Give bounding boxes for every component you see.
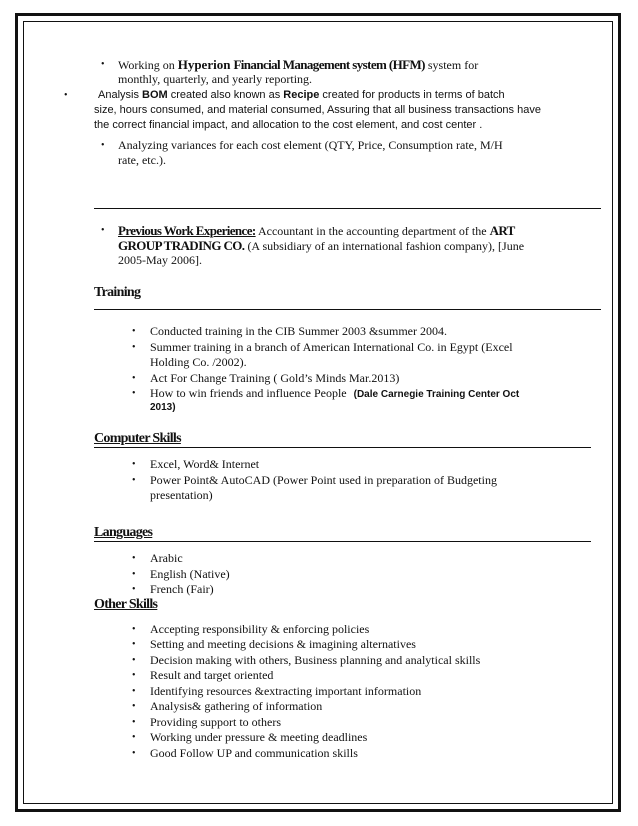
bullet: • (101, 59, 105, 70)
training-item-cont: 2013) (150, 402, 176, 413)
bullet: • (132, 701, 136, 712)
previous-experience: Previous Work Experience: Accountant in the accounting department of the ART (118, 223, 515, 238)
language-item: English (Native) (150, 567, 230, 581)
bullet: • (101, 225, 105, 236)
section-divider (94, 447, 591, 448)
bullet: • (132, 553, 136, 564)
bullet: • (132, 732, 136, 743)
bullet: • (132, 326, 136, 337)
hfm-item-cont: monthly, quarterly, and yearly reporting. (118, 72, 313, 86)
bullet: • (132, 342, 136, 353)
computer-skill-item-cont: presentation) (150, 488, 213, 502)
other-skill-item: Decision making with others, Business planning and analytical skills (150, 653, 481, 667)
other-skill-item: Working under pressure & meeting deadlines (150, 730, 368, 744)
bullet: • (132, 670, 136, 681)
training-item: How to win friends and influence People (Dale Carnegie Training Center Oct (150, 386, 520, 400)
bullet: • (132, 639, 136, 650)
computer-skill-item: Excel, Word& Internet (150, 457, 260, 471)
languages-heading: Languages (94, 525, 153, 540)
language-item: Arabic (150, 551, 183, 565)
training-item: Conducted training in the CIB Summer 2003 &summer 2004. (150, 324, 447, 338)
bullet: • (132, 748, 136, 759)
section-divider (94, 309, 601, 310)
previous-experience-cont: GROUP TRADING CO. (A subsidiary of an international fashion company), [June (118, 238, 525, 253)
bullet: • (132, 655, 136, 666)
computer-skill-item: Power Point& AutoCAD (Power Point used in preparation of Budgeting (150, 473, 497, 487)
other-skill-item: Result and target oriented (150, 668, 274, 682)
bullet: • (64, 90, 68, 101)
training-heading: Training (94, 285, 141, 300)
bom-item-cont: the correct financial impact, and allocation to the cost element, and cost center . (94, 119, 483, 131)
other-skill-item: Accepting responsibility & enforcing policies (150, 622, 370, 636)
bullet: • (132, 475, 136, 486)
training-item-cont: Holding Co. /2002). (150, 355, 247, 369)
section-divider (94, 208, 601, 209)
other-skill-item: Providing support to others (150, 715, 281, 729)
other-skill-item: Setting and meeting decisions & imagining alternatives (150, 637, 416, 651)
bullet: • (132, 373, 136, 384)
previous-experience-cont: 2005-May 2006]. (118, 253, 202, 267)
computer-skills-heading: Computer Skills (94, 431, 181, 446)
other-skill-item: Identifying resources &extracting important information (150, 684, 422, 698)
bom-item-cont: size, hours consumed, and material consumed, Assuring that all business transactions have (94, 104, 541, 116)
other-skills-heading: Other Skills (94, 597, 158, 612)
bullet: • (132, 686, 136, 697)
bom-item: Analysis BOM created also known as Recipe created for products in terms of batch (98, 89, 505, 101)
bullet: • (132, 388, 136, 399)
variance-item-cont: rate, etc.). (118, 153, 166, 167)
other-skill-item: Analysis& gathering of information (150, 699, 323, 713)
bullet: • (132, 624, 136, 635)
language-item: French (Fair) (150, 582, 214, 596)
training-item: Act For Change Training ( Gold’s Minds Mar.2013) (150, 371, 400, 385)
training-item: Summer training in a branch of American International Co. in Egypt (Excel (150, 340, 513, 354)
bullet: • (101, 140, 105, 151)
bullet: • (132, 569, 136, 580)
hfm-item: Working on Hyperion Financial Management system (HFM) system for (118, 57, 479, 72)
bullet: • (132, 459, 136, 470)
section-divider (94, 541, 591, 542)
bullet: • (132, 717, 136, 728)
other-skill-item: Good Follow UP and communication skills (150, 746, 358, 760)
variance-item: Analyzing variances for each cost element (QTY, Price, Consumption rate, M/H (118, 138, 503, 152)
bullet: • (132, 584, 136, 595)
